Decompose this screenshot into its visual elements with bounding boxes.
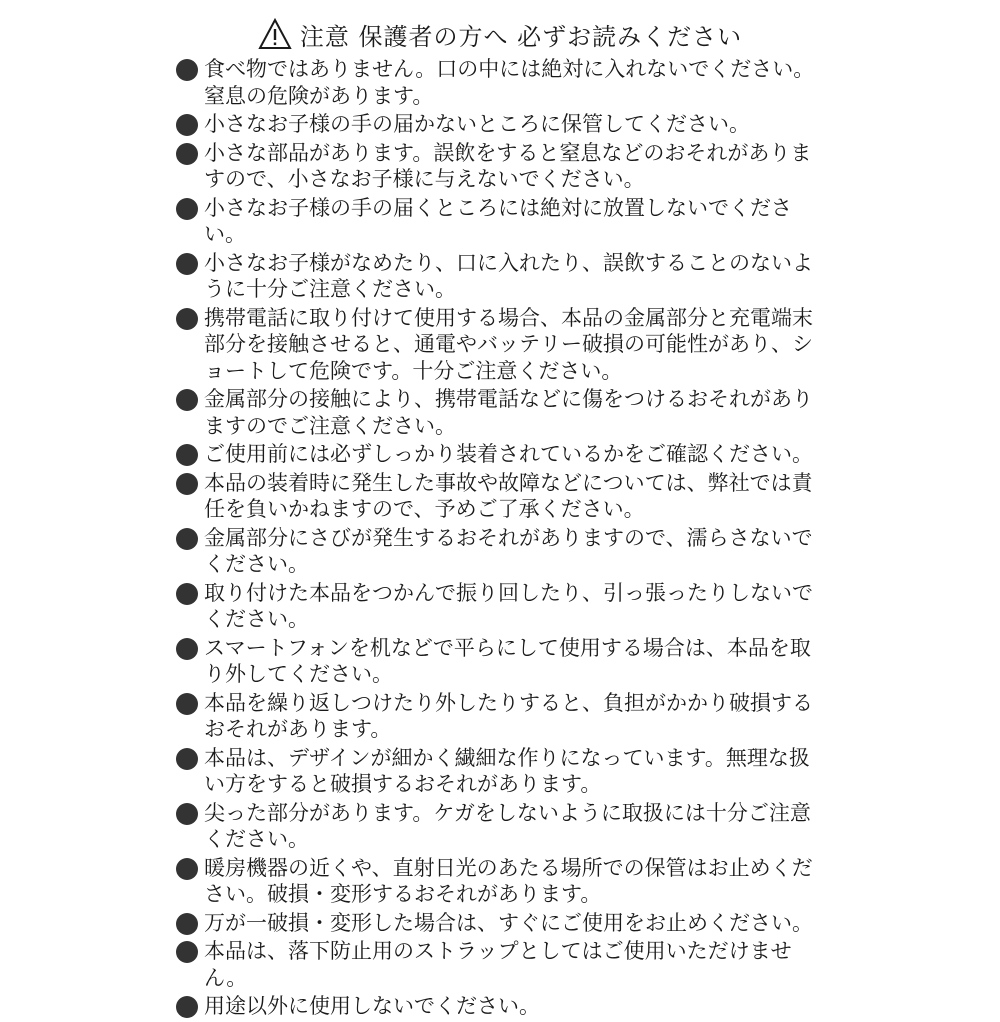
bullet-circle-icon <box>176 253 198 275</box>
notice-item <box>176 305 826 385</box>
notice-item <box>176 250 826 303</box>
notice-item <box>176 56 826 109</box>
caution-title: 注意 保護者の方へ 必ずお読みください <box>299 22 743 51</box>
notice-text: 本品は、落下防止用のストラップとしてはご使用いただけません。 <box>204 939 792 990</box>
bullet-circle-icon <box>176 444 198 466</box>
bullet-circle-icon <box>176 528 198 550</box>
caution-header <box>0 14 1000 54</box>
notice-text: 本品を繰り返しつけたり外したりすると、負担がかかり破損するおそれがあります。 <box>204 690 813 741</box>
bullet-circle-icon <box>176 913 198 935</box>
notice-text: スマートフォンを机などで平らにして使用する場合は、本品を取り外してください。 <box>204 635 811 686</box>
notice-item <box>176 800 826 853</box>
notice-text: 尖った部分があります。ケガをしないように取扱には十分ご注意ください。 <box>204 800 811 851</box>
notice-item <box>176 580 826 633</box>
notice-list <box>176 56 826 1022</box>
notice-text: 小さなお子様の手の届くところには絶対に放置しないでください。 <box>204 195 792 246</box>
notice-text: 用途以外に使用しないでください。 <box>204 994 540 1018</box>
notice-text: ご使用前には必ずしっかり装着されているかをご確認ください。 <box>204 442 813 466</box>
bullet-circle-icon <box>176 996 198 1018</box>
notice-item <box>176 195 826 248</box>
notice-item <box>176 386 826 439</box>
notice-item <box>176 745 826 798</box>
bullet-circle-icon <box>176 198 198 220</box>
notice-text: 金属部分にさびが発生するおそれがありますので、濡らさないでください。 <box>204 525 813 576</box>
bullet-circle-icon <box>176 941 198 963</box>
bullet-circle-icon <box>176 638 198 660</box>
bullet-circle-icon <box>176 143 198 165</box>
bullet-circle-icon <box>176 803 198 825</box>
bullet-circle-icon <box>176 473 198 495</box>
bullet-circle-icon <box>176 59 198 81</box>
notice-item <box>176 635 826 688</box>
warning-triangle-icon <box>258 18 292 50</box>
notice-text: 本品は、デザインが細かく繊細な作りになっています。無理な扱い方をすると破損するおそれがあります。 <box>204 745 810 796</box>
notice-text: 小さなお子様がなめたり、口に入れたり、誤飲することのないように十分ご注意ください。 <box>204 250 813 301</box>
notice-item <box>176 111 826 138</box>
bullet-circle-icon <box>176 389 198 411</box>
notice-text: 取り付けた本品をつかんで振り回したり、引っ張ったりしないでください。 <box>204 580 813 631</box>
notice-item <box>176 441 826 468</box>
notice-item <box>176 140 826 193</box>
bullet-circle-icon <box>176 308 198 330</box>
notice-text: 万が一破損・変形した場合は、すぐにご使用をお止めください。 <box>204 910 813 935</box>
notice-text: 携帯電話に取り付けて使用する場合、本品の金属部分と充電端末部分を接触させると、通電やバッテリー破損の可能性があり、ショートして危険です。十分ご注意ください。 <box>204 305 813 383</box>
notice-item <box>176 470 826 523</box>
notice-text: 小さなお子様の手の届かないところに保管してください。 <box>204 112 750 136</box>
notice-item <box>176 690 826 743</box>
notice-item <box>176 993 826 1020</box>
bullet-circle-icon <box>176 693 198 715</box>
notice-item <box>176 910 826 937</box>
bullet-circle-icon <box>176 114 198 136</box>
notice-text: 食べ物ではありません。口の中には絶対に入れないでください。窒息の危険があります。 <box>204 57 815 108</box>
bullet-circle-icon <box>176 858 198 880</box>
bullet-circle-icon <box>176 748 198 770</box>
notice-item <box>176 938 826 991</box>
notice-text: 金属部分の接触により、携帯電話などに傷をつけるおそれがありますのでご注意ください。 <box>204 387 813 438</box>
notice-item <box>176 855 826 908</box>
bullet-circle-icon <box>176 583 198 605</box>
notice-text: 小さな部品があります。誤飲をすると窒息などのおそれがありますので、小さなお子様に与えないでください。 <box>204 140 812 191</box>
notice-text: 本品の装着時に発生した事故や故障などについては、弊社では責任を負いかねますので、予めご了承ください。 <box>204 470 813 521</box>
notice-item <box>176 525 826 578</box>
notice-text: 暖房機器の近くや、直射日光のあたる場所での保管はお止めください。破損・変形するおそれがあります。 <box>204 855 813 906</box>
